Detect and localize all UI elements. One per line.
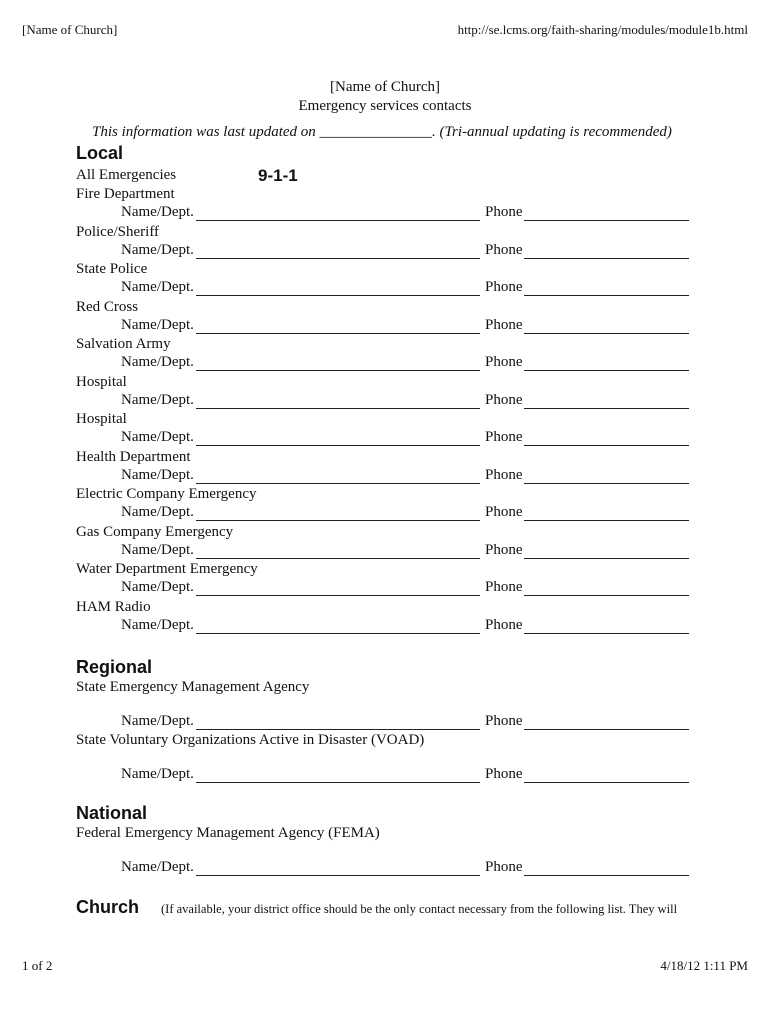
name-dept-blank[interactable] bbox=[196, 295, 480, 296]
phone-blank[interactable] bbox=[524, 595, 689, 596]
name-dept-blank[interactable] bbox=[196, 558, 480, 559]
phone-blank[interactable] bbox=[524, 558, 689, 559]
contact-label: State Voluntary Organizations Active in Disaster (VOAD) bbox=[76, 732, 425, 748]
header-church-name: [Name of Church] bbox=[22, 22, 118, 37]
section-heading-church: Church bbox=[76, 897, 139, 917]
footer-page-number: 1 of 2 bbox=[22, 958, 53, 973]
name-dept-label: Name/Dept. bbox=[121, 766, 194, 782]
name-dept-blank[interactable] bbox=[196, 333, 480, 334]
page-title: [Name of Church] bbox=[330, 79, 440, 95]
phone-blank[interactable] bbox=[524, 408, 689, 409]
section-heading-regional: Regional bbox=[76, 657, 153, 677]
contact-label: Hospital bbox=[76, 411, 127, 427]
name-dept-label: Name/Dept. bbox=[121, 391, 194, 408]
name-dept-blank[interactable] bbox=[196, 483, 480, 484]
section-heading-national: National bbox=[76, 803, 148, 823]
name-dept-blank[interactable] bbox=[196, 258, 480, 259]
contact-label: Federal Emergency Management Agency (FEMA) bbox=[76, 825, 380, 841]
name-dept-label: Name/Dept. bbox=[121, 354, 194, 370]
phone-blank[interactable] bbox=[524, 875, 689, 876]
phone-label: Phone bbox=[485, 766, 523, 782]
name-dept-label: Name/Dept. bbox=[121, 241, 194, 258]
all-emergencies-label: All Emergencies bbox=[76, 167, 177, 183]
name-dept-blank[interactable] bbox=[196, 782, 480, 783]
phone-label: Phone bbox=[485, 391, 523, 408]
phone-label: Phone bbox=[485, 616, 523, 633]
name-dept-blank[interactable] bbox=[196, 370, 480, 371]
section-heading-local: Local bbox=[76, 143, 124, 163]
name-dept-label: Name/Dept. bbox=[121, 316, 194, 333]
phone-blank[interactable] bbox=[524, 220, 689, 221]
name-dept-label: Name/Dept. bbox=[121, 579, 194, 595]
phone-blank[interactable] bbox=[524, 370, 689, 371]
header-url[interactable]: http://se.lcms.org/faith-sharing/modules/module1b.html bbox=[457, 22, 748, 37]
phone-blank[interactable] bbox=[524, 782, 689, 783]
name-dept-label: Name/Dept. bbox=[121, 279, 194, 295]
phone-label: Phone bbox=[485, 504, 523, 520]
phone-blank[interactable] bbox=[524, 445, 689, 446]
phone-blank[interactable] bbox=[524, 633, 689, 634]
phone-blank[interactable] bbox=[524, 333, 689, 334]
phone-label: Phone bbox=[485, 466, 523, 483]
name-dept-label: Name/Dept. bbox=[121, 429, 194, 445]
phone-blank[interactable] bbox=[524, 729, 689, 730]
name-dept-label: Name/Dept. bbox=[121, 616, 194, 633]
contact-label: Police/Sheriff bbox=[76, 223, 160, 240]
name-dept-blank[interactable] bbox=[196, 875, 480, 876]
contact-label: Water Department Emergency bbox=[76, 561, 258, 577]
name-dept-blank[interactable] bbox=[196, 520, 480, 521]
phone-label: Phone bbox=[485, 859, 523, 875]
church-note: (If available, your district office should be the only contact necessary from the following list. They will bbox=[161, 902, 678, 916]
name-dept-blank[interactable] bbox=[196, 445, 480, 446]
phone-label: Phone bbox=[485, 241, 523, 258]
phone-label: Phone bbox=[485, 713, 523, 729]
contact-label: Gas Company Emergency bbox=[76, 523, 234, 540]
name-dept-label: Name/Dept. bbox=[121, 466, 194, 483]
name-dept-label: Name/Dept. bbox=[121, 541, 194, 558]
phone-label: Phone bbox=[485, 429, 523, 445]
phone-blank[interactable] bbox=[524, 520, 689, 521]
name-dept-label: Name/Dept. bbox=[121, 204, 194, 220]
name-dept-blank[interactable] bbox=[196, 729, 480, 730]
name-dept-blank[interactable] bbox=[196, 595, 480, 596]
contact-label: Electric Company Emergency bbox=[76, 486, 257, 502]
phone-label: Phone bbox=[485, 316, 523, 333]
name-dept-label: Name/Dept. bbox=[121, 504, 194, 520]
phone-label: Phone bbox=[485, 541, 523, 558]
contact-label: State Police bbox=[76, 261, 148, 277]
contact-label: HAM Radio bbox=[76, 598, 151, 615]
footer-timestamp: 4/18/12 1:11 PM bbox=[660, 958, 748, 973]
emergency-number: 9-1-1 bbox=[258, 166, 298, 185]
contact-label: Hospital bbox=[76, 373, 127, 390]
name-dept-label: Name/Dept. bbox=[121, 859, 194, 875]
contact-label: Red Cross bbox=[76, 298, 139, 315]
contact-label: Salvation Army bbox=[76, 336, 171, 352]
contact-label: Health Department bbox=[76, 448, 191, 465]
phone-blank[interactable] bbox=[524, 258, 689, 259]
page-subtitle: Emergency services contacts bbox=[298, 98, 472, 114]
contact-label: Fire Department bbox=[76, 186, 175, 202]
name-dept-blank[interactable] bbox=[196, 633, 480, 634]
phone-label: Phone bbox=[485, 204, 523, 220]
name-dept-blank[interactable] bbox=[196, 220, 480, 221]
last-updated-note: This information was last updated on _______________. (Tri-annual updating is recommended) bbox=[92, 124, 672, 140]
phone-label: Phone bbox=[485, 579, 523, 595]
phone-blank[interactable] bbox=[524, 295, 689, 296]
phone-label: Phone bbox=[485, 354, 523, 370]
phone-blank[interactable] bbox=[524, 483, 689, 484]
contact-label: State Emergency Management Agency bbox=[76, 679, 310, 695]
name-dept-label: Name/Dept. bbox=[121, 713, 194, 729]
phone-label: Phone bbox=[485, 279, 523, 295]
name-dept-blank[interactable] bbox=[196, 408, 480, 409]
